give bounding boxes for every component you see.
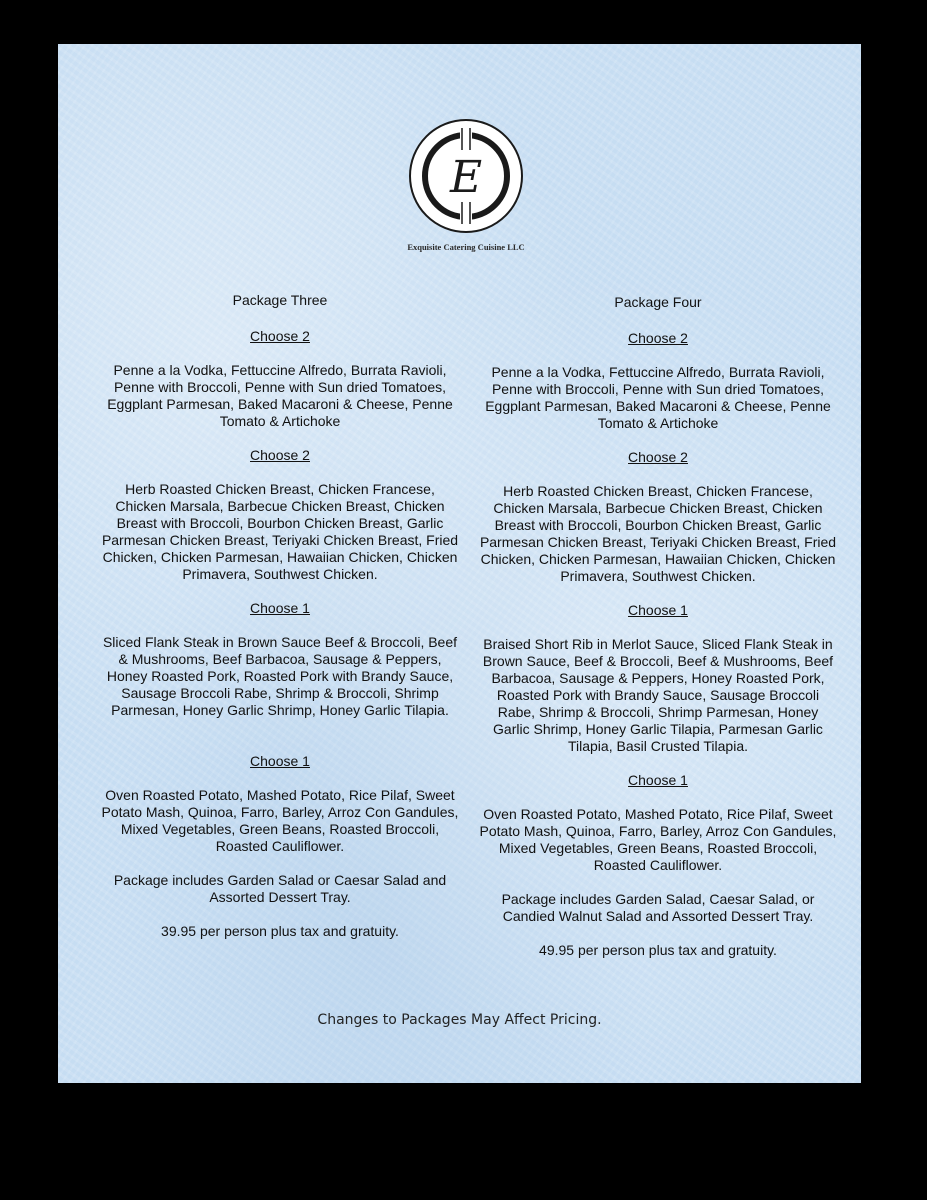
package-includes: Package includes Garden Salad, Caesar Salad, or Candied Walnut Salad and Assorted Dessert Tray.: [501, 891, 815, 924]
section-heading: Choose 1: [250, 753, 310, 769]
package-four: [478, 294, 838, 976]
section-heading: Choose 1: [628, 772, 688, 788]
side-options: Oven Roasted Potato, Mashed Potato, Rice Pilaf, Sweet Potato Mash, Quinoa, Farro, Barley, Arroz Con Gandules, Mixed Vegetables, Green Beans, Roasted Broccoli, Roasted Cauliflower.: [101, 787, 459, 854]
meat-seafood-options: Sliced Flank Steak in Brown Sauce Beef & Broccoli, Beef & Mushrooms, Beef Barbacoa, Sausage & Peppers, Honey Roasted Pork, Roasted Pork with Brandy Sauce, Sausage Broccoli Rabe, Shrimp & Broccoli, Shrimp Parmesan, Honey Garlic Shrimp, Honey Garlic Tilapia.: [102, 634, 458, 718]
meat-seafood-options: Braised Short Rib in Merlot Sauce, Sliced Flank Steak in Brown Sauce, Beef & Broccoli, Beef & Mushrooms, Beef Barbacoa, Sausage & Peppers, Honey Roasted Pork, Roasted Pork with Brandy Sauce, Sausage Broccoli Rabe, Shrimp & Broccoli, Shrimp Parmesan, Honey Garlic Shrimp, Honey Garlic Tilapia, Parmesan Garlic Tilapia, Basil Crusted Tilapia.: [482, 636, 834, 754]
chicken-options: Herb Roasted Chicken Breast, Chicken Francese, Chicken Marsala, Barbecue Chicken Breast, Chicken Breast with Broccoli, Bourbon Chicken Breast, Garlic Parmesan Chicken Breast, Teriyaki Chicken Breast, Fried Chicken, Chicken Parmesan, Hawaiian Chicken, Chicken Primavera, Southwest Chicken.: [101, 481, 459, 582]
package-title: Package Three: [232, 292, 328, 308]
section-heading: Choose 1: [628, 602, 688, 618]
section-heading: Choose 1: [250, 600, 310, 616]
section-heading: Choose 2: [628, 330, 688, 346]
pasta-options: Penne a la Vodka, Fettuccine Alfredo, Burrata Ravioli, Penne with Broccoli, Penne with Sun dried Tomatoes, Eggplant Parmesan, Baked Macaroni & Cheese, Penne Tomato & Artichoke: [107, 362, 453, 429]
company-name: Exquisite Catering Cuisine LLC: [407, 242, 525, 252]
package-title: Package Four: [614, 294, 702, 310]
package-price: 39.95 per person plus tax and gratuity.: [161, 923, 399, 939]
package-price: 49.95 per person plus tax and gratuity.: [539, 942, 777, 958]
package-includes: Package includes Garden Salad or Caesar Salad and Assorted Dessert Tray.: [113, 872, 447, 905]
e-monogram-icon: E: [449, 152, 483, 203]
side-options: Oven Roasted Potato, Mashed Potato, Rice Pilaf, Sweet Potato Mash, Quinoa, Farro, Barley, Arroz Con Gandules, Mixed Vegetables, Green Beans, Roasted Broccoli, Roasted Cauliflower.: [479, 806, 837, 873]
section-heading: Choose 2: [250, 447, 310, 463]
package-three: [100, 292, 460, 957]
pasta-options: Penne a la Vodka, Fettuccine Alfredo, Burrata Ravioli, Penne with Broccoli, Penne with Sun dried Tomatoes, Eggplant Parmesan, Baked Macaroni & Cheese, Penne Tomato & Artichoke: [485, 364, 831, 431]
section-heading: Choose 2: [628, 449, 688, 465]
chicken-options: Herb Roasted Chicken Breast, Chicken Francese, Chicken Marsala, Barbecue Chicken Breast, Chicken Breast with Broccoli, Bourbon Chicken Breast, Garlic Parmesan Chicken Breast, Teriyaki Chicken Breast, Fried Chicken, Chicken Parmesan, Hawaiian Chicken, Chicken Primavera, Southwest Chicken.: [479, 483, 837, 584]
company-logo: [408, 118, 524, 234]
pricing-disclaimer: Changes to Packages May Affect Pricing.: [317, 1012, 602, 1028]
section-heading: Choose 2: [250, 328, 310, 344]
